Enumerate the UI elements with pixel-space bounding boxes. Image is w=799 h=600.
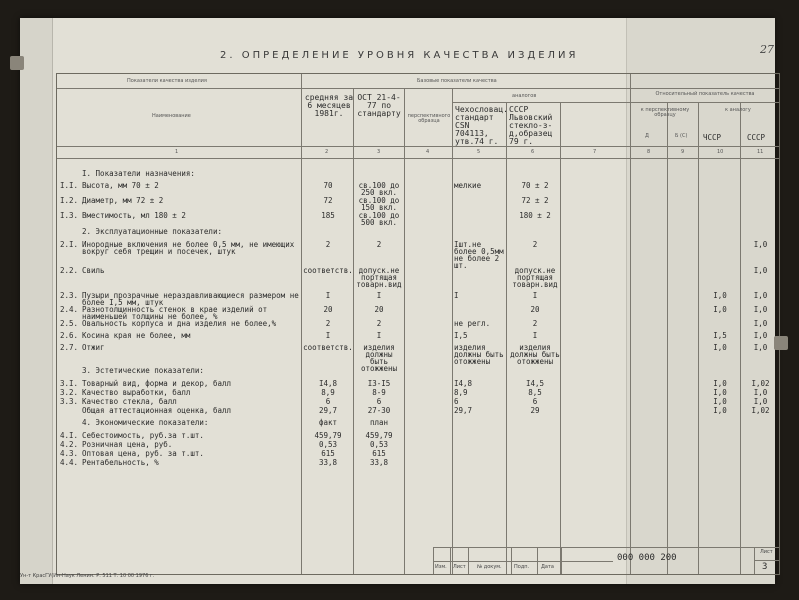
table-cell: 2. Эксплуатационные показатели: <box>82 227 222 236</box>
col-num-8: 8 <box>647 149 651 155</box>
table-cell: 2.2. <box>60 266 79 275</box>
table-cell: 72 <box>323 196 333 205</box>
table-cell: соответств. <box>303 266 353 275</box>
table-cell: I,02 <box>751 379 770 388</box>
table-cell: I,0 <box>753 240 768 249</box>
table-cell: I <box>532 331 538 340</box>
table-cell: 6 <box>376 397 382 406</box>
table-cell: 2 <box>325 240 331 249</box>
table-cell: I,0 <box>713 291 727 300</box>
table-cell: 3.I. <box>60 379 79 388</box>
table-cell: Оптовая цена, руб. за т.шт. <box>82 449 204 458</box>
table-cell: Качество стекла, балл <box>82 397 177 406</box>
table-cell: 615 <box>321 449 335 458</box>
document-sheet <box>20 18 774 584</box>
table-cell: Высота, мм 70 ± 2 <box>82 181 159 190</box>
footer-izm: Изм. <box>435 564 447 570</box>
table-cell: 2 <box>532 319 538 328</box>
table-cell: Диаметр, мм 72 ± 2 <box>82 196 164 205</box>
footer-sign: Подп. <box>514 564 530 570</box>
table-cell: I,0 <box>753 397 768 406</box>
table-cell: I,0 <box>753 319 768 328</box>
table-cell: I,0 <box>753 305 768 314</box>
table-cell: 4. Экономические показатели: <box>82 418 209 427</box>
col-group-base: Базовые показатели качества <box>417 78 497 84</box>
footer-list: Лист <box>453 564 466 570</box>
table-cell: Косина края не более, мм <box>82 331 191 340</box>
table-cell: I,0 <box>753 266 768 275</box>
table-cell: изделия должны быть отожжены <box>360 343 398 374</box>
col-num-2: 2 <box>325 149 329 155</box>
doc-code: 000 000 200 <box>617 553 677 563</box>
table-cell: 4.I. <box>60 431 79 440</box>
table-cell: 33,8 <box>369 458 389 467</box>
table-cell: I,0 <box>753 388 768 397</box>
col-perspective: перспективного образца <box>407 113 451 124</box>
table-cell: Овальность корпуса и дна изделия не более,% <box>82 319 277 328</box>
table-cell: план <box>369 418 389 427</box>
col-num-6: 6 <box>531 149 535 155</box>
col-num-4: 4 <box>426 149 430 155</box>
table-cell: I,0 <box>713 305 727 314</box>
table-cell: 33,8 <box>318 458 338 467</box>
table-cell: I,5 <box>454 331 468 340</box>
table-cell: 0,53 <box>369 440 389 449</box>
to-analog: к аналогу <box>725 107 751 113</box>
col-group-left: Показатели качества изделия <box>127 78 207 84</box>
quality-table <box>56 73 780 575</box>
table-cell: 180 ± 2 <box>519 211 551 220</box>
table-cell: 70 <box>323 181 333 190</box>
table-cell: I.2. <box>60 196 79 205</box>
col-analog-2: СССР Львовский стекло-з-д,образец 79 г. <box>509 105 553 146</box>
table-cell: 3.2. <box>60 388 79 397</box>
binder-clip <box>774 336 788 350</box>
table-cell: I4,8 <box>454 379 473 388</box>
sheet-label: Лист <box>760 549 773 555</box>
table-cell: 2.4. <box>60 305 79 314</box>
table-cell: Разнотолщинность стенок в крае изделий от наименьшей толщины не более, % <box>82 305 268 322</box>
table-cell: Iшт.не более 0,5мм не более 2 шт. <box>454 240 504 271</box>
table-cell: 27-30 <box>367 406 391 415</box>
table-cell: I,0 <box>713 406 727 415</box>
col-d: Д <box>645 133 649 139</box>
table-cell: Свиль <box>82 266 105 275</box>
table-cell: 20 <box>323 305 333 314</box>
binder-clip <box>10 56 24 70</box>
table-cell: 2 <box>532 240 538 249</box>
table-cell: Товарный вид, форма и декор, балл <box>82 379 232 388</box>
table-cell: 4.2. <box>60 440 79 449</box>
table-cell: 29 <box>530 406 540 415</box>
table-cell: 3. Эстетические показатели: <box>82 366 204 375</box>
sheet-number: 3 <box>762 562 768 572</box>
table-cell: 6 <box>325 397 331 406</box>
table-cell: соответств. <box>303 343 353 352</box>
col-num-10: 10 <box>717 149 724 155</box>
table-cell: св.100 до 500 вкл. <box>358 211 400 228</box>
table-cell: I,0 <box>753 331 768 340</box>
table-cell: 70 ± 2 <box>521 181 549 190</box>
print-info: Ун-т КрасГУ(Ин-Наук Ленин. Р. 511 Т. 10 00 1976 г. <box>20 573 155 579</box>
table-cell: 29,7 <box>454 406 473 415</box>
table-cell: 2 <box>376 319 382 328</box>
table-cell: I3-I5 <box>367 379 391 388</box>
table-cell: св.100 до 150 вкл. <box>358 196 400 213</box>
table-cell: I <box>376 291 382 300</box>
relative-label: Относительный показатель качества <box>655 91 755 97</box>
col-b: Б (С) <box>675 133 688 139</box>
table-cell: Пузыри прозрачные нераздавливающиеся размером не более I,5 мм, штук <box>82 291 299 308</box>
table-cell: I,0 <box>713 397 727 406</box>
table-cell: I,0 <box>753 291 768 300</box>
table-cell: I <box>325 291 331 300</box>
page-mark: 27 <box>760 43 774 56</box>
table-cell: I <box>376 331 382 340</box>
to-perspective: к перспективному образцу <box>640 107 690 118</box>
table-cell: I.I. <box>60 181 79 190</box>
table-cell: 185 <box>321 211 335 220</box>
table-cell: св.100 до 250 вкл. <box>358 181 400 198</box>
table-cell: изделия должны быть отожжены <box>454 343 504 367</box>
col-name: Наименование <box>152 113 191 119</box>
table-cell: 8,9 <box>454 388 468 397</box>
table-cell: Качество выработки, балл <box>82 388 191 397</box>
table-cell: 615 <box>372 449 386 458</box>
table-cell: 2.I. <box>60 240 79 249</box>
table-cell: 459,79 <box>314 431 342 440</box>
analogs-label: аналогов <box>512 93 537 99</box>
page-title: 2. ОПРЕДЕЛЕНИЕ УРОВНЯ КАЧЕСТВА ИЗДЕЛИЯ <box>220 50 579 61</box>
table-cell: 6 <box>532 397 538 406</box>
footer-date: Дата <box>541 564 554 570</box>
table-cell: мелкие <box>454 181 482 190</box>
table-cell: I,5 <box>713 331 727 340</box>
col-analog-1: Чехословац. стандарт CSN 704113, утв.74 г. <box>455 105 508 146</box>
table-cell: 20 <box>530 305 540 314</box>
table-cell: I,0 <box>713 388 727 397</box>
table-cell: 459,79 <box>365 431 393 440</box>
col-num-7: 7 <box>593 149 597 155</box>
table-cell: I4,5 <box>525 379 545 388</box>
table-cell: I.3. <box>60 211 79 220</box>
table-cell: изделия должны быть отожжены <box>510 343 560 367</box>
table-cell: 4.3. <box>60 449 79 458</box>
table-cell: I. Показатели назначения: <box>82 169 195 178</box>
table-cell: Розничная цена, руб. <box>82 440 173 449</box>
analog-b: СССР <box>747 133 766 142</box>
table-cell: 3.3. <box>60 397 79 406</box>
table-cell: I,02 <box>751 406 770 415</box>
table-cell: Себестоимость, руб.за т.шт. <box>82 431 204 440</box>
table-cell: 2.6. <box>60 331 79 340</box>
table-cell: факт <box>318 418 338 427</box>
table-cell: 2.3. <box>60 291 79 300</box>
footer-docno: № докум. <box>477 564 502 570</box>
col-num-5: 5 <box>477 149 481 155</box>
table-cell: I4,8 <box>318 379 338 388</box>
table-cell: 0,53 <box>318 440 338 449</box>
table-cell: допуск.не портящая товарн.вид <box>512 266 558 290</box>
table-cell: I,0 <box>753 343 768 352</box>
table-cell: 2.5. <box>60 319 79 328</box>
col-num-1: 1 <box>175 149 179 155</box>
table-cell: 2 <box>325 319 331 328</box>
table-cell: 72 ± 2 <box>521 196 549 205</box>
table-cell: I,0 <box>713 379 727 388</box>
table-cell: Общая аттестационная оценка, балл <box>82 406 232 415</box>
table-cell: I <box>454 291 459 300</box>
table-cell: Отжиг <box>82 343 105 352</box>
table-cell: Вместимость, мл 180 ± 2 <box>82 211 186 220</box>
col-num-11: 11 <box>757 149 764 155</box>
table-cell: I <box>532 291 538 300</box>
table-cell: 8,5 <box>528 388 542 397</box>
col-num-9: 9 <box>681 149 685 155</box>
table-cell: 2.7. <box>60 343 79 352</box>
table-cell: 4.4. <box>60 458 79 467</box>
table-cell: I,0 <box>713 343 727 352</box>
table-cell: I <box>325 331 331 340</box>
table-cell: 6 <box>454 397 459 406</box>
table-cell: Инородные включения не более 0,5 мм, не имеющих вокруг себя трещин и посечек, штук <box>82 240 295 257</box>
table-cell: 2 <box>376 240 382 249</box>
binding-strip <box>20 18 53 584</box>
table-cell: допуск.не портящая товарн.вид <box>356 266 402 290</box>
col-num-3: 3 <box>377 149 381 155</box>
table-cell: 20 <box>374 305 384 314</box>
table-cell: 29,7 <box>318 406 338 415</box>
analog-a: ЧССР <box>703 133 722 142</box>
table-cell: 8,9 <box>321 388 335 397</box>
table-cell: Рентабельность, % <box>82 458 159 467</box>
col-average: средняя за 6 месяцев 1981г. <box>304 93 354 118</box>
table-cell: не регл. <box>454 319 491 328</box>
table-cell: 8-9 <box>372 388 386 397</box>
col-standard: ОСТ 21-4-77 по стандарту <box>357 93 401 118</box>
